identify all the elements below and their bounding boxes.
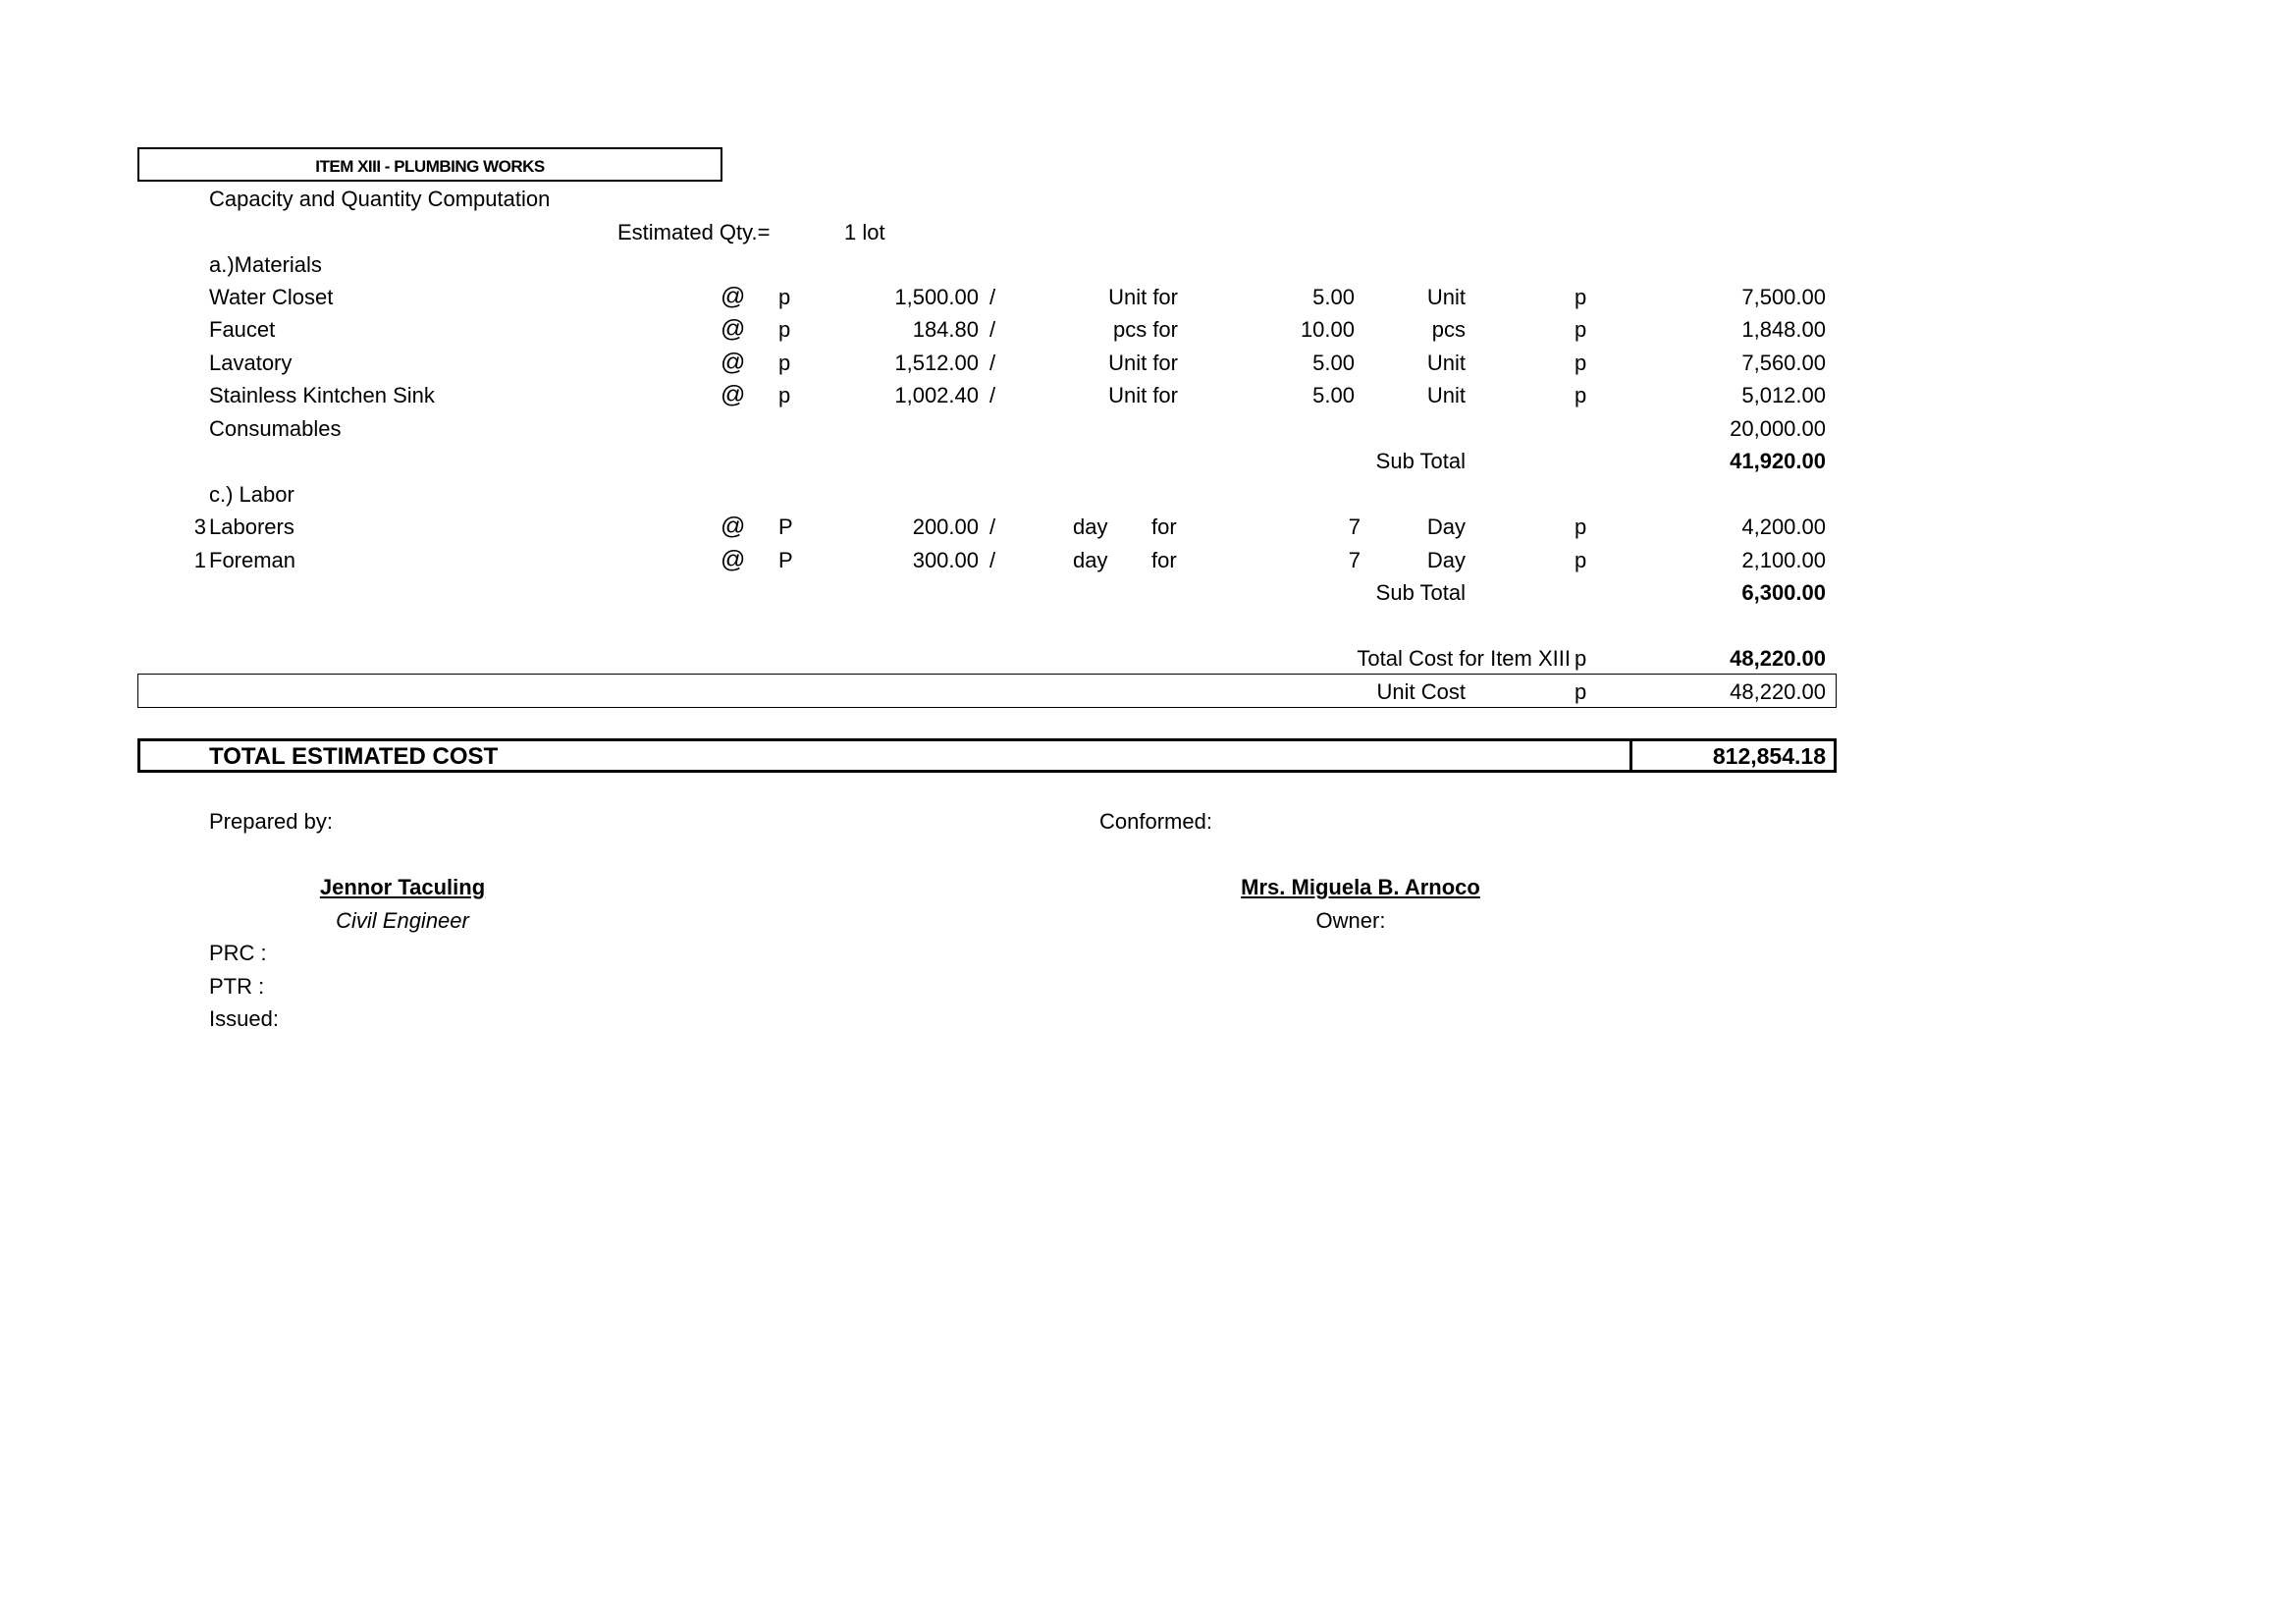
conformed-label: Conformed: [1099, 809, 1212, 834]
currency-p: p [1575, 351, 1587, 375]
unit-for: Unit for [1108, 285, 1178, 309]
material-name: Faucet [209, 317, 276, 342]
slash: / [989, 383, 996, 407]
materials-subtotal: 41,920.00 [1730, 449, 1826, 473]
preparer-name: Jennor Taculing [319, 875, 486, 899]
currency-symbol: P [778, 548, 793, 572]
labor-subtotal-label: Sub Total [1375, 580, 1466, 605]
slash: / [989, 317, 996, 342]
materials-subtotal-label: Sub Total [1375, 449, 1466, 473]
quantity: 5.00 [1312, 383, 1355, 407]
days: 7 [1348, 514, 1361, 539]
unit-for: Unit for [1108, 351, 1178, 375]
labor-heading: c.) Labor [209, 482, 294, 507]
amount: 7,500.00 [1741, 285, 1826, 309]
days: 7 [1348, 548, 1361, 572]
currency-p: p [1575, 548, 1587, 572]
unit-for: Unit for [1108, 383, 1178, 407]
quantity: 5.00 [1312, 351, 1355, 375]
slash: / [989, 285, 996, 309]
slash: / [989, 514, 996, 539]
worker-count: 1 [193, 548, 206, 572]
for-label: for [1151, 514, 1177, 539]
per-day: day [1073, 514, 1108, 539]
total-cost-value: 48,220.00 [1730, 646, 1826, 671]
at-sign: @ [721, 546, 746, 573]
currency-p: p [1575, 383, 1587, 407]
for-label: for [1151, 548, 1177, 572]
unit-price: 1,500.00 [894, 285, 979, 309]
unit: Day [1426, 514, 1466, 539]
estimated-qty-value: 1 lot [844, 220, 885, 244]
preparer-title: Civil Engineer [336, 908, 469, 933]
grand-total-label: TOTAL ESTIMATED COST [209, 743, 499, 770]
material-name: Lavatory [209, 351, 293, 375]
material-name: Water Closet [209, 285, 334, 309]
page-title: ITEM XIII - PLUMBING WORKS [315, 157, 545, 176]
issued-label: Issued: [209, 1006, 279, 1031]
amount: 2,100.00 [1741, 548, 1826, 572]
per-day: day [1073, 548, 1108, 572]
quantity: 10.00 [1300, 317, 1355, 342]
labor-name: Foreman [209, 548, 296, 572]
total-cost-label: Total Cost for Item XIII [1357, 646, 1571, 671]
worker-count: 3 [193, 514, 206, 539]
consumables-label: Consumables [209, 416, 342, 441]
daily-rate: 200.00 [912, 514, 979, 539]
grand-total-divider [1629, 738, 1632, 773]
amount: 4,200.00 [1741, 514, 1826, 539]
currency-symbol: p [778, 383, 791, 407]
materials-heading: a.)Materials [209, 252, 322, 277]
unit: Day [1426, 548, 1466, 572]
unit-price: 184.80 [912, 317, 979, 342]
consumables-amount: 20,000.00 [1730, 416, 1826, 441]
unit: Unit [1426, 383, 1466, 407]
unit: Unit [1426, 285, 1466, 309]
unit-price: 1,002.40 [894, 383, 979, 407]
currency-symbol: p [778, 317, 791, 342]
currency-symbol: p [778, 285, 791, 309]
estimated-qty-label: Estimated Qty.= [617, 220, 771, 244]
at-sign: @ [721, 283, 746, 310]
owner-name: Mrs. Miguela B. Arnoco [1241, 875, 1480, 899]
daily-rate: 300.00 [912, 548, 979, 572]
unit-cost-label: Unit Cost [1376, 679, 1466, 704]
ptr-label: PTR : [209, 974, 265, 999]
material-name: Stainless Kintchen Sink [209, 383, 435, 407]
at-sign: @ [721, 381, 746, 408]
grand-total-value: 812,854.18 [1712, 743, 1826, 769]
currency-p: p [1575, 514, 1587, 539]
currency-p: p [1575, 317, 1587, 342]
unit-cost-value: 48,220.00 [1730, 679, 1826, 704]
currency-p: p [1575, 285, 1587, 309]
at-sign: @ [721, 513, 746, 540]
slash: / [989, 351, 996, 375]
labor-subtotal: 6,300.00 [1741, 580, 1826, 605]
section-subtitle: Capacity and Quantity Computation [209, 187, 551, 211]
total-cost-currency: p [1575, 646, 1587, 671]
amount: 5,012.00 [1741, 383, 1826, 407]
slash: / [989, 548, 996, 572]
prc-label: PRC : [209, 941, 267, 965]
at-sign: @ [721, 315, 746, 343]
unit: Unit [1426, 351, 1466, 375]
quantity: 5.00 [1312, 285, 1355, 309]
amount: 1,848.00 [1741, 317, 1826, 342]
amount: 7,560.00 [1741, 351, 1826, 375]
prepared-by-label: Prepared by: [209, 809, 333, 834]
owner-title: Owner: [1315, 908, 1386, 933]
currency-symbol: P [778, 514, 793, 539]
unit-cost-currency: p [1575, 679, 1587, 704]
labor-name: Laborers [209, 514, 294, 539]
unit-price: 1,512.00 [894, 351, 979, 375]
at-sign: @ [721, 349, 746, 376]
unit: pcs [1431, 317, 1466, 342]
unit-for: pcs for [1112, 317, 1178, 342]
currency-symbol: p [778, 351, 791, 375]
